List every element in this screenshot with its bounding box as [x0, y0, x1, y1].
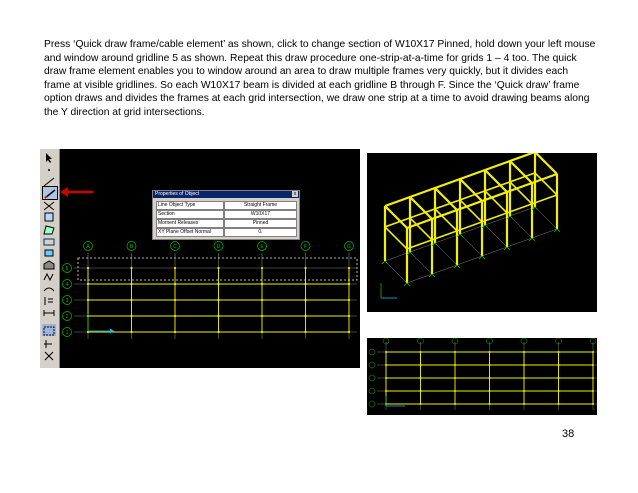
joint	[130, 315, 132, 317]
joint	[454, 403, 456, 405]
xy-plane-offset-value[interactable]: 0.	[224, 228, 297, 237]
joint	[130, 299, 132, 301]
ground-gridline	[460, 234, 482, 256]
joint	[217, 331, 219, 333]
joint	[261, 267, 263, 269]
joint	[348, 315, 350, 317]
plan-result-svg[interactable]	[367, 338, 597, 415]
frame-cross-beam	[535, 153, 557, 174]
joint	[558, 364, 560, 366]
solid-icon[interactable]	[42, 258, 56, 270]
joint	[489, 377, 491, 379]
joint	[489, 403, 491, 405]
pointer-icon[interactable]	[42, 151, 56, 163]
frame-cross-beam	[485, 170, 507, 192]
joint	[592, 403, 594, 405]
joint	[523, 377, 525, 379]
dot-icon[interactable]	[42, 163, 56, 175]
grid-bubble	[369, 388, 375, 394]
grid-label-b: B	[129, 244, 134, 250]
dialog-row-section	[156, 210, 296, 218]
joint	[261, 315, 263, 317]
dialog-row-xy-plane-offset	[156, 228, 296, 236]
joint	[348, 331, 350, 333]
support-symbol	[429, 274, 435, 277]
grid-bubble	[369, 362, 375, 368]
intersect-icon[interactable]	[42, 337, 56, 349]
joint	[304, 267, 306, 269]
joint	[489, 390, 491, 392]
support-symbol	[382, 261, 388, 264]
support-symbol	[504, 247, 510, 250]
grid-label-d: D	[216, 244, 221, 250]
tendon-icon[interactable]	[42, 282, 56, 294]
cross-select-icon[interactable]	[42, 349, 56, 361]
frame-cross-beam	[410, 197, 432, 219]
joint	[420, 364, 422, 366]
ground-gridline	[385, 261, 407, 283]
joint	[304, 283, 306, 285]
joint	[420, 351, 422, 353]
moment-releases-value[interactable]: Pinned	[224, 219, 297, 228]
joint	[420, 377, 422, 379]
joint	[385, 377, 387, 379]
grid-label-4: 4	[65, 282, 69, 288]
3d-view-screenshot	[367, 153, 597, 312]
ground-gridline	[535, 207, 557, 229]
joint	[130, 283, 132, 285]
ground-gridline	[510, 216, 532, 238]
support-symbol	[404, 283, 410, 286]
joint	[592, 351, 594, 353]
joint	[217, 283, 219, 285]
grid-label-e: E	[260, 244, 264, 250]
joint	[523, 364, 525, 366]
support-symbol	[454, 265, 460, 268]
area-icon[interactable]	[42, 210, 56, 222]
joint	[261, 299, 263, 301]
ground-gridline	[410, 252, 432, 274]
3d-frame-svg[interactable]	[367, 153, 597, 312]
grid-label-g: G	[347, 244, 351, 250]
joint	[558, 403, 560, 405]
grid-bubble	[369, 375, 375, 381]
joint	[558, 351, 560, 353]
draw-toolbar	[40, 149, 60, 368]
support-symbol	[554, 229, 560, 232]
link-icon[interactable]	[42, 270, 56, 282]
properties-of-object-dialog	[152, 190, 300, 240]
property-label: XY Plane Offset Normal	[156, 228, 224, 237]
joint	[385, 364, 387, 366]
ground-gridline	[485, 225, 507, 247]
grid-label-3: 3	[65, 298, 69, 304]
support-symbol	[479, 256, 485, 259]
grid-bubble	[369, 401, 375, 407]
grid-label-f: F	[303, 244, 308, 250]
joint	[87, 283, 89, 285]
joint	[174, 299, 176, 301]
joint	[304, 299, 306, 301]
joint	[385, 390, 387, 392]
line-object-type-value[interactable]: Straight Frame	[224, 201, 297, 210]
grid-label-1: 1	[65, 330, 69, 336]
page-number: 38	[562, 428, 575, 440]
joint	[592, 390, 594, 392]
joint	[523, 351, 525, 353]
joint	[174, 315, 176, 317]
joint	[261, 331, 263, 333]
joint	[87, 299, 89, 301]
joint	[454, 351, 456, 353]
plan-grid-svg[interactable]	[40, 149, 360, 368]
joint	[489, 364, 491, 366]
joint	[489, 351, 491, 353]
support-symbol	[529, 238, 535, 241]
property-label: Moment Releases	[156, 219, 224, 228]
frame-cross-beam	[510, 161, 532, 183]
property-label: Line Object Type	[156, 201, 224, 210]
joint	[174, 283, 176, 285]
joint	[348, 299, 350, 301]
joint	[348, 283, 350, 285]
joint	[87, 267, 89, 269]
ground-gridline	[435, 243, 457, 265]
plan-result-screenshot	[367, 338, 597, 415]
joint	[558, 377, 560, 379]
joint	[523, 403, 525, 405]
frame-mid-beam	[385, 227, 407, 249]
dimension-icon[interactable]	[42, 306, 56, 318]
joint	[592, 364, 594, 366]
grid-label-5: 5	[65, 266, 69, 272]
joint	[304, 315, 306, 317]
poly-area-icon[interactable]	[42, 223, 56, 235]
joint	[348, 267, 350, 269]
frame-cross-beam	[460, 179, 482, 201]
joint	[385, 351, 387, 353]
joint	[174, 267, 176, 269]
joint	[130, 267, 132, 269]
grid-label-c: C	[173, 244, 177, 250]
joint	[130, 331, 132, 333]
plan-view-screenshot	[40, 149, 360, 368]
selection-window	[78, 258, 357, 280]
quick-draw-frame-icon[interactable]	[42, 186, 58, 200]
grid-bubble	[369, 349, 375, 355]
dialog-row-line-object-type	[156, 201, 296, 209]
joint	[454, 390, 456, 392]
quick-area-icon[interactable]	[42, 246, 56, 258]
joint	[304, 331, 306, 333]
joint	[454, 377, 456, 379]
joint	[523, 390, 525, 392]
dialog-title-bar	[153, 191, 299, 198]
joint	[420, 403, 422, 405]
grid-label-a: A	[86, 244, 90, 250]
joint	[217, 299, 219, 301]
section-cut-icon[interactable]	[42, 294, 56, 306]
x-axis-head	[110, 329, 114, 334]
joint	[558, 390, 560, 392]
dialog-title: Properties of Object	[155, 191, 200, 197]
joint	[217, 267, 219, 269]
joint	[217, 315, 219, 317]
grid-label-2: 2	[65, 314, 69, 320]
property-label: Section	[156, 210, 224, 219]
section-value[interactable]: W10X17	[224, 210, 297, 219]
joint	[592, 377, 594, 379]
red-pointer-arrow	[60, 186, 94, 198]
frame-cross-beam	[435, 188, 457, 210]
dialog-row-moment-releases	[156, 219, 296, 227]
instructions-text: Press ‘Quick draw frame/cable element’ as shown, click to change section of W10X17 Pinned, hold down your left mouse and window around gridline 5 as shown. Repeat this draw procedure one-strip-at-a-time for grids 1 – 4 too. The quick draw frame element enables you to window around an area to draw multiple frames very quickly, but it divides each frame at visible gridlines. So each W10X17 beam is divided at each gridline B through F. Since the ‘Quick draw’ frame option draws and divides the frames at each grid intersection, we draw one strip at a time to avoid drawing beams along the Y direction at grid intersections.	[44, 39, 596, 118]
frame-cross-beam	[385, 206, 407, 228]
close-icon[interactable]: x	[293, 191, 297, 197]
joint	[261, 283, 263, 285]
joint	[174, 331, 176, 333]
joint	[454, 364, 456, 366]
joint	[420, 390, 422, 392]
select-box-icon[interactable]	[42, 324, 56, 336]
